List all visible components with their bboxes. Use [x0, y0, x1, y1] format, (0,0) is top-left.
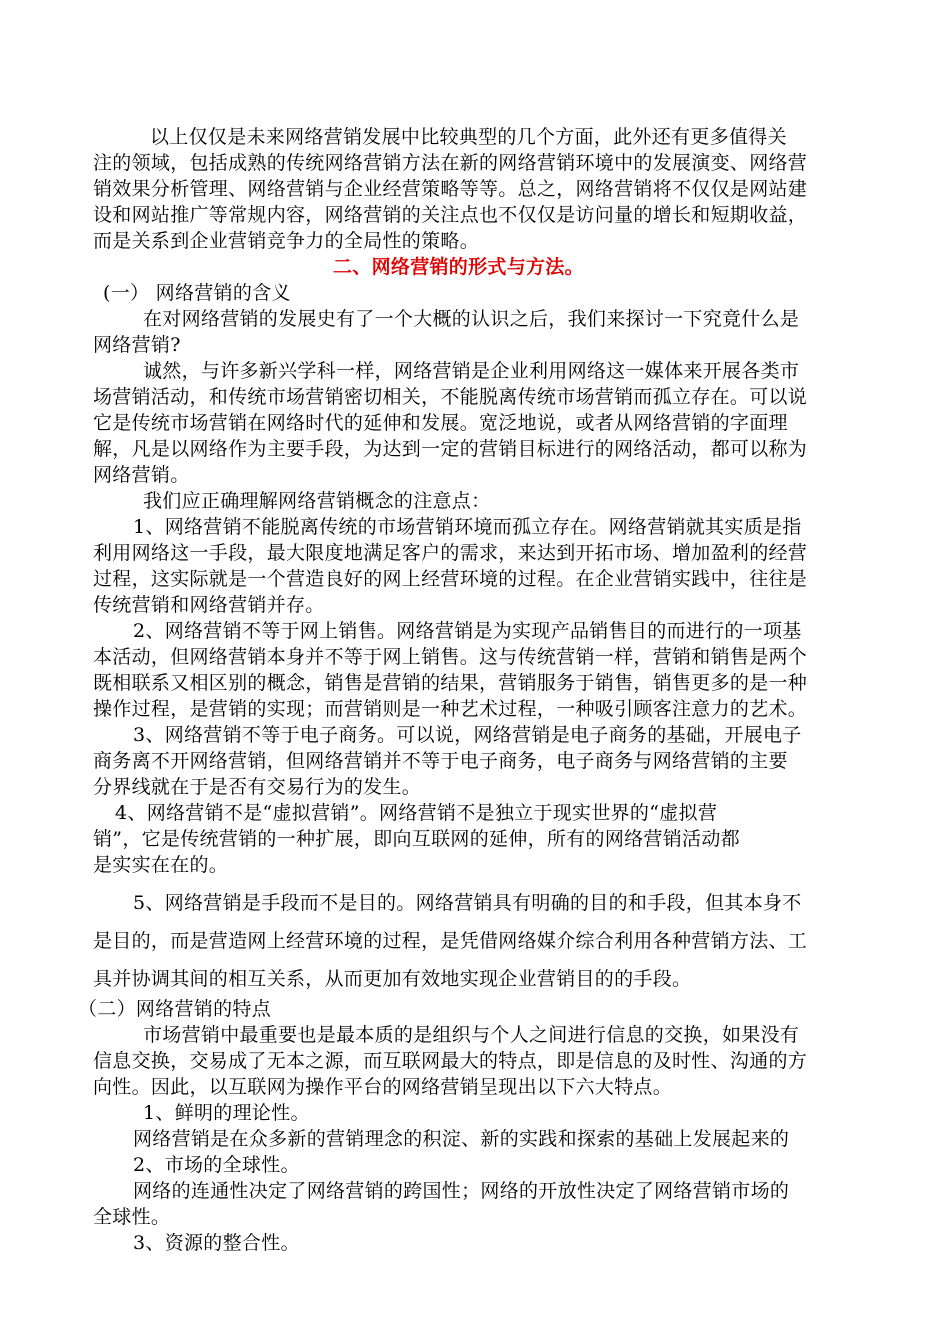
text-line: 具并协调其间的相互关系，从而更加有效地实现企业营销目的的手段。	[93, 968, 692, 990]
text-line: 5、网络营销是手段而不是目的。网络营销具有明确的目的和手段，但其本身不	[133, 892, 802, 914]
text-line: 全球性。	[93, 1206, 171, 1228]
text-line: 4、网络营销不是“虚拟营销”。网络营销不是独立于现实世界的“虚拟营	[115, 802, 718, 824]
section-title: 二、网络营销的形式与方法。	[333, 256, 584, 278]
text-line: 2、网络营销不等于网上销售。网络营销是为实现产品销售目的而进行的一项基	[133, 620, 802, 642]
text-line: 销效果分析管理、网络营销与企业经营策略等等。总之，网络营销将不仅仅是网站建	[93, 178, 808, 200]
text-line: 1、网络营销不能脱离传统的市场营销环境而孤立存在。网络营销就其实质是指	[133, 516, 802, 538]
subsection-heading: （二）网络营销的特点	[78, 998, 272, 1020]
text-line: 以上仅仅是未来网络营销发展中比较典型的几个方面，此外还有更多值得关	[150, 126, 787, 148]
text-line: 1、鲜明的理论性。	[143, 1102, 310, 1124]
text-line: 销”，它是传统营销的一种扩展，即向互联网的延伸，所有的网络营销活动都	[93, 828, 740, 850]
text-line: 设和网站推广等常规内容，网络营销的关注点也不仅仅是访问量的增长和短期收益，	[93, 204, 808, 226]
text-line: 它是传统市场营销在网络时代的延伸和发展。宽泛地说，或者从网络营销的字面理	[93, 412, 788, 434]
text-line: 利用网络这一手段，最大限度地满足客户的需求，来达到开拓市场、增加盈利的经营	[93, 542, 808, 564]
text-line: 向性。因此，以互联网为操作平台的网络营销呈现出以下六大特点。	[93, 1076, 673, 1098]
subsection-heading: (一） 网络营销的含义	[103, 282, 291, 304]
text-line: 在对网络营销的发展史有了一个大概的认识之后，我们来探讨一下究竟什么是	[143, 308, 800, 330]
text-line: 是实实在在的。	[93, 854, 229, 876]
text-line: 网络营销是在众多新的营销理念的积淀、新的实践和探索的基础上发展起来的	[133, 1128, 790, 1150]
text-line: 市场营销中最重要也是最本质的是组织与个人之间进行信息的交换，如果没有	[143, 1024, 800, 1046]
text-line: 我们应正确理解网络营销概念的注意点：	[143, 490, 491, 512]
text-line: 是目的，而是营造网上经营环境的过程，是凭借网络媒介综合利用各种营销方法、工	[93, 930, 808, 952]
text-line: 3、资源的整合性。	[133, 1232, 300, 1254]
text-line: 本活动，但网络营销本身并不等于网上销售。这与传统营销一样，营销和销售是两个	[93, 646, 808, 668]
text-line: 解，凡是以网络作为主要手段，为达到一定的营销目标进行的网络活动，都可以称为	[93, 438, 808, 460]
text-line: 过程，这实际就是一个营造良好的网上经营环境的过程。在企业营销实践中，往往是	[93, 568, 808, 590]
text-line: 信息交换，交易成了无本之源，而互联网最大的特点，即是信息的及时性、沟通的方	[93, 1050, 808, 1072]
text-line: 网络的连通性决定了网络营销的跨国性；网络的开放性决定了网络营销市场的	[133, 1180, 790, 1202]
text-line: 传统营销和网络营销并存。	[93, 594, 325, 616]
text-line: 商务离不开网络营销，但网络营销并不等于电子商务，电子商务与网络营销的主要	[93, 750, 788, 772]
text-line: 既相联系又相区别的概念，销售是营销的结果，营销服务于销售，销售更多的是一种	[93, 672, 808, 694]
text-line: 3、网络营销不等于电子商务。可以说，网络营销是电子商务的基础，开展电子	[133, 724, 802, 746]
text-line: 场营销活动，和传统市场营销密切相关，不能脱离传统市场营销而孤立存在。可以说	[93, 386, 808, 408]
text-line: 网络营销?	[93, 334, 181, 356]
text-line: 2、市场的全球性。	[133, 1154, 300, 1176]
text-line: 而是关系到企业营销竞争力的全局性的策略。	[93, 230, 480, 252]
text-line: 诚然，与许多新兴学科一样，网络营销是企业利用网络这一媒体来开展各类市	[143, 360, 800, 382]
text-line: 网络营销。	[93, 464, 190, 486]
text-line: 注的领域，包括成熟的传统网络营销方法在新的网络营销环境中的发展演变、网络营	[93, 152, 808, 174]
text-line: 操作过程，是营销的实现；而营销则是一种艺术过程，一种吸引顾客注意力的艺术。	[93, 698, 808, 720]
text-line: 分界线就在于是否有交易行为的发生。	[93, 776, 422, 798]
